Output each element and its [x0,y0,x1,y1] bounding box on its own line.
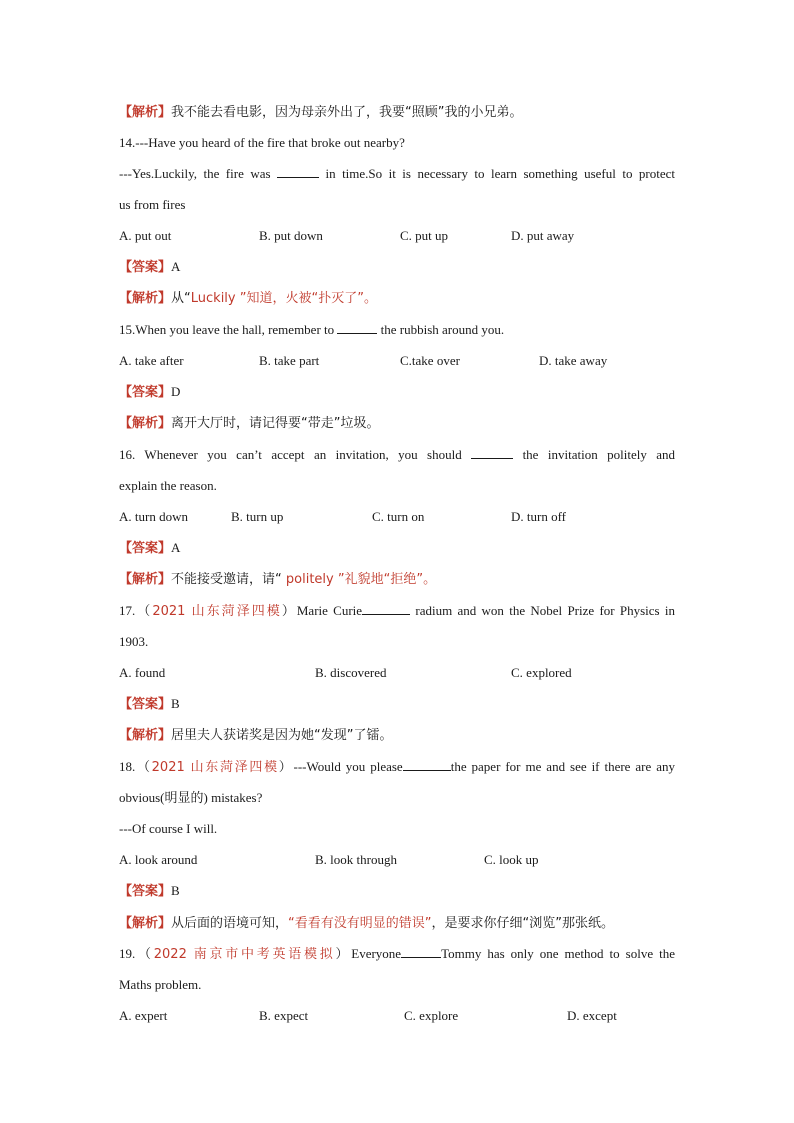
analysis-text-part1: 不能接受邀请，请“ [171,572,282,587]
q17-answer [119,694,675,714]
option-c: C. explore [404,1008,459,1023]
option-c: C. turn on [372,509,425,524]
q18-source-close: ） [278,759,294,774]
q14-stem-line1: 14.---Have you heard of the fire that broke out nearby? [119,135,405,150]
option-c: C. look up [484,852,539,867]
q17-stem-part1: Marie Curie [296,603,363,618]
analysis-text-part3: ，是要求你仔细“浏览”那张纸。 [431,916,614,931]
q15-stem [119,320,675,340]
q19-stem-part1: Everyone [351,946,402,961]
q16-answer [119,538,675,558]
q15-options [119,351,675,371]
q16-options [119,507,675,527]
analysis-text: 我不能去看电影，因为母亲外出了，我要“照顾”我的小兄弟。 [171,105,523,120]
q16-stem-line2: explain the reason. [119,478,217,493]
q14-stem-part1: ---Yes.Luckily, the fire was [119,166,271,181]
q17-source-close: ） [281,603,297,618]
analysis-label: 【解析】 [119,291,172,306]
q15-stem-part1: 15.When you leave the hall, remember to [119,322,335,337]
answer-value: B [171,883,180,898]
option-a: A. expert [119,1008,168,1023]
q14-options [119,226,675,246]
option-b: B. look through [315,852,397,867]
q17-number: 17.（ [119,603,153,618]
q17-stem-line1 [119,601,675,621]
answer-label: 【答案】 [119,260,172,275]
answer-blank [362,601,410,615]
q16-stem-line1 [119,445,675,465]
option-b: B. expect [259,1008,309,1023]
option-b: B. turn up [231,509,284,524]
q18-stem-line2: obvious(明显的) mistakes? [119,790,263,805]
option-b: B. discovered [315,665,387,680]
answer-label: 【答案】 [119,385,172,400]
q18-source: 2021 山东菏泽四模 [151,760,279,775]
q17-analysis [119,725,675,745]
analysis-label: 【解析】 [119,416,172,431]
answer-blank [337,320,377,334]
q14-analysis [119,288,675,308]
q18-analysis [119,913,675,933]
q16-stem-part1: 16. Whenever you can’t accept an invitation, you should [119,447,462,462]
q17-options [119,663,675,683]
option-a: A. put out [119,228,172,243]
analysis-label: 【解析】 [119,916,172,931]
q18-options [119,850,675,870]
q18-stem-line3: ---Of course I will. [119,821,218,836]
q18-stem-line1 [119,757,675,777]
option-b: B. take part [259,353,320,368]
q14-stem-line3: us from fires [119,197,186,212]
answer-blank [277,164,319,178]
option-c: C. put up [400,228,449,243]
q19-stem-line2: Maths problem. [119,977,202,992]
q19-number: 19.（ [119,946,154,961]
analysis-text-part2: “看看有没有明显的错误” [288,916,432,931]
analysis-text-part1: 从后面的语境可知， [171,916,289,931]
q15-stem-part2: the rubbish around you. [380,322,505,337]
q18-stem-part1: ---Would you please [293,759,403,774]
q14-answer [119,257,675,277]
option-a: A. turn down [119,509,188,524]
answer-label: 【答案】 [119,697,172,712]
analysis-text: 居里夫人获诺奖是因为她“发现”了镭。 [171,728,393,743]
q19-source: 2022 南京市中考英语模拟 [153,947,336,962]
q15-analysis [119,413,675,433]
option-d: D. put away [511,228,575,243]
answer-label: 【答案】 [119,884,172,899]
analysis-text-part2: Luckily ”知道，火被“扑灭了”。 [190,291,377,306]
q18-stem-part2: the paper for me and see if there are any [450,759,675,774]
analysis-text-part2: politely ”礼貌地“拒绝”。 [281,572,437,587]
answer-value: A [171,259,181,274]
answer-blank [403,757,451,771]
q19-options [119,1006,675,1026]
option-d: D. except [567,1008,617,1023]
q17-stem-part2: radium and won the Nobel Prize for Physics in [415,603,676,618]
q14-stem-part2: in time.So it is necessary to learn something useful to protect [325,166,676,181]
q18-number: 18.（ [119,759,152,774]
q18-answer [119,881,675,901]
q16-analysis [119,569,675,589]
q13-analysis [119,102,675,122]
analysis-label: 【解析】 [119,105,172,120]
option-c: C. explored [511,665,572,680]
q17-source: 2021 山东菏泽四模 [152,604,282,619]
analysis-text-part1: 从“ [171,291,191,306]
option-a: A. take after [119,353,184,368]
q19-stem-line1 [119,944,675,964]
analysis-label: 【解析】 [119,728,172,743]
option-a: A. found [119,665,166,680]
analysis-text: 离开大厅时，请记得要“带走”垃圾。 [171,416,380,431]
answer-blank [471,445,513,459]
option-d: D. turn off [511,509,567,524]
q16-stem-part2: the invitation politely and [522,447,676,462]
answer-value: B [171,696,180,711]
option-a: A. look around [119,852,198,867]
answer-value: D [171,384,181,399]
q17-stem-line2: 1903. [119,634,149,649]
q15-answer [119,382,675,402]
option-d: D. take away [539,353,608,368]
answer-value: A [171,540,181,555]
answer-blank [401,944,441,958]
q19-source-close: ） [335,946,352,961]
q14-stem-line2 [119,164,675,184]
option-c: C.take over [400,353,460,368]
analysis-label: 【解析】 [119,572,172,587]
option-b: B. put down [259,228,323,243]
q19-stem-part2: Tommy has only one method to solve the [441,946,675,961]
answer-label: 【答案】 [119,541,172,556]
